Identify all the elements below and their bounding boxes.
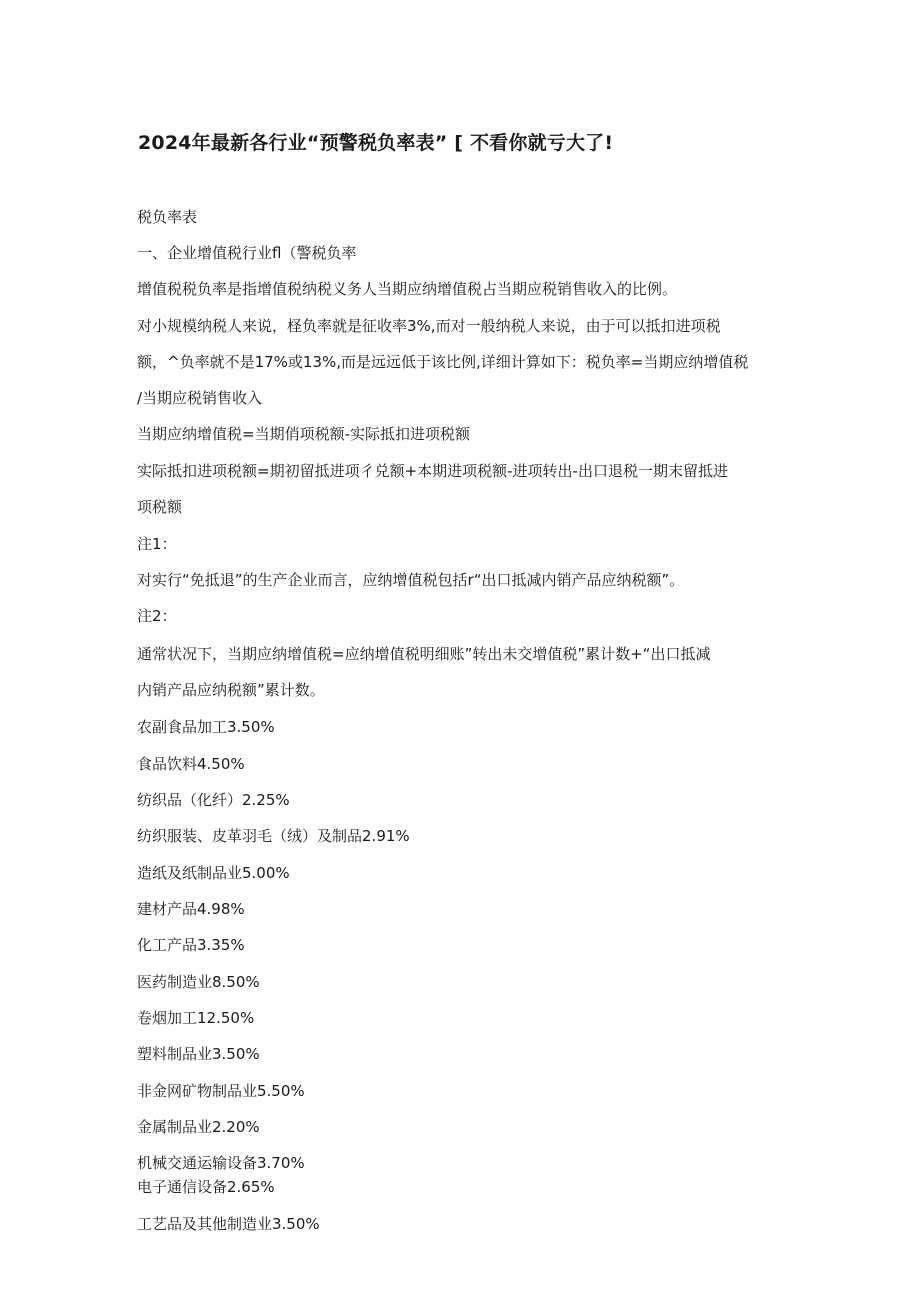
industry-item: 金属制品业2.20% bbox=[137, 1118, 260, 1136]
industry-item: 卷烟加工12.50% bbox=[137, 1009, 255, 1027]
section-header: 税负率表 bbox=[137, 208, 198, 226]
definition-paragraph: 增值税税负率是指增值税纳税义务人当期应纳增值税占当期应税销售收入的比例。 bbox=[137, 280, 678, 298]
note-2-text-line-1: 通常状况下，当期应纳增值税=应纳增值税明细账”转出未交增值税”累计数+“出口抵减 bbox=[137, 645, 711, 663]
industry-item: 化工产品3.35% bbox=[137, 936, 245, 954]
industry-item: 塑料制品业3.50% bbox=[137, 1045, 260, 1063]
industry-item: 医药制造业8.50% bbox=[137, 973, 260, 991]
industry-item: 农副食品加工3.50% bbox=[137, 718, 275, 736]
explanation-line-3: /当期应税销售收入 bbox=[137, 389, 263, 407]
explanation-line-1: 对小规模纳税人来说，柽负率就是征收率3%,而对一般纳税人来说，由于可以抵扣进项税 bbox=[137, 317, 721, 335]
industry-item: 纺织服装、皮革羽毛（绒）及制品2.91% bbox=[137, 827, 410, 845]
industry-item: 机械交通运输设备3.70% bbox=[137, 1154, 305, 1172]
section-heading-vat: 一、企业增值税行业fl（警税负率 bbox=[137, 244, 357, 262]
industry-item: 纺织品（化纤）2.25% bbox=[137, 791, 290, 809]
document-title: 2024年最新各行业“预警税负率表” [ 不看你就亏大了! bbox=[138, 132, 614, 154]
industry-item: 食品饮料4.50% bbox=[137, 755, 245, 773]
note-2-label: 注2： bbox=[137, 607, 177, 625]
industry-item: 非金网矿物制品业5.50% bbox=[137, 1082, 305, 1100]
note-2-text-line-2: 内销产品应纳税额”累计数。 bbox=[137, 681, 325, 699]
industry-item: 电子通信设备2.65% bbox=[137, 1178, 275, 1196]
industry-item: 造纸及纸制品业5.00% bbox=[137, 864, 290, 882]
formula-input-tax-line-1: 实际抵扣进项税额=期初留抵进项彳兑额+本期进项税额-进项转出-出口退税一期末留抵进 bbox=[137, 462, 728, 480]
formula-vat-payable: 当期应纳增值税=当期俏项税额-实际抵扣进项税额 bbox=[137, 425, 470, 443]
explanation-line-2: 额，^负率就不是17%或13%,而是远远低于该比例,详细计算如下：税负率=当期应纳增值税 bbox=[137, 353, 749, 371]
industry-item: 工艺品及其他制造业3.50% bbox=[137, 1215, 320, 1233]
industry-item: 建材产品4.98% bbox=[137, 900, 245, 918]
note-1-label: 注1： bbox=[137, 535, 177, 553]
note-1-text: 对实行“免抵退”的生产企业而言，应纳增值税包括r“出口抵减内销产品应纳税额”。 bbox=[137, 571, 685, 589]
formula-input-tax-line-2: 项税额 bbox=[137, 498, 183, 516]
